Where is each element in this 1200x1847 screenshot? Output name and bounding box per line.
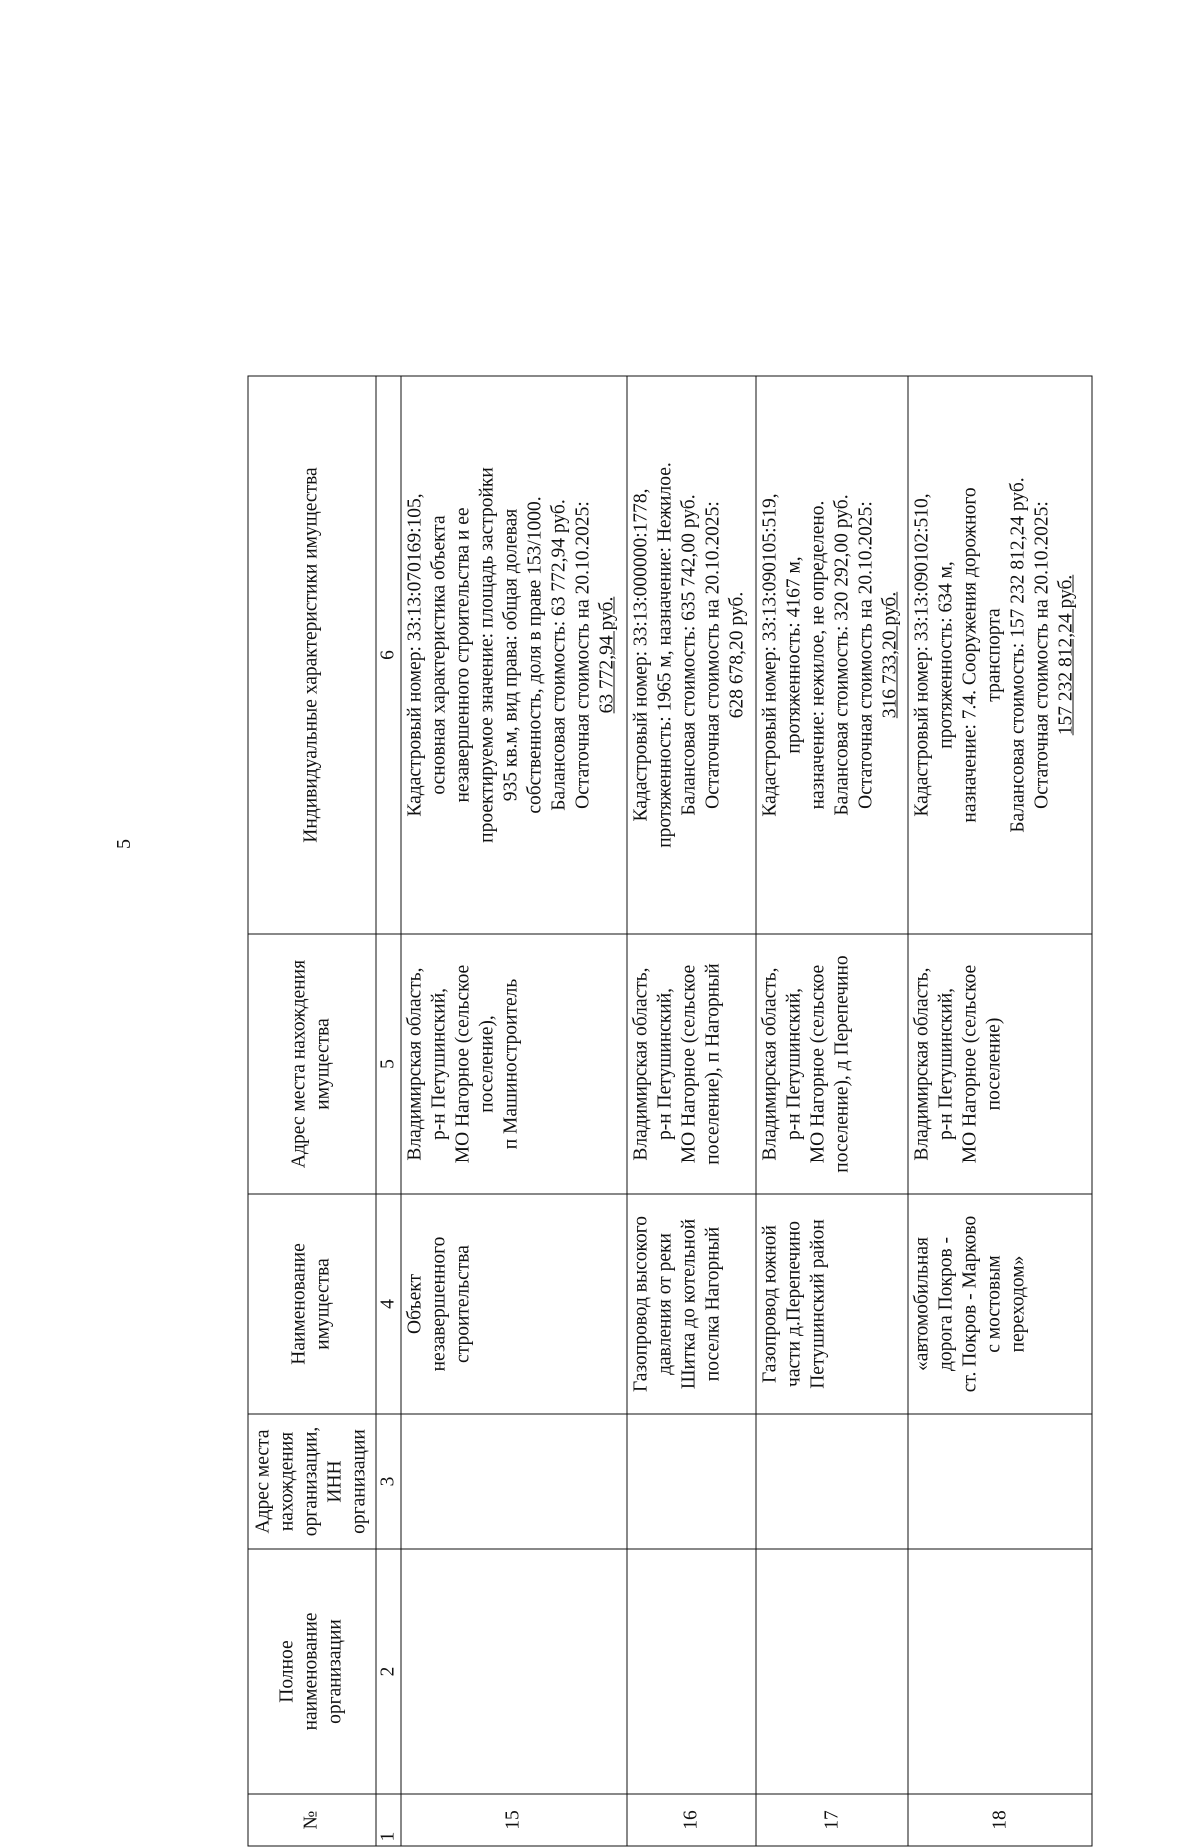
- text-line: незавершенного строительства и ее: [452, 507, 474, 803]
- text-line: поселение),: [476, 1015, 498, 1113]
- text-line: Остаточная стоимость на 20.10.2025:: [855, 501, 877, 809]
- text-line: поселка Нагорный: [702, 1226, 724, 1382]
- property-address-cell: [627, 934, 757, 1194]
- table-row: [627, 376, 757, 1846]
- row-number: 18: [908, 1794, 1092, 1846]
- row-number: 16: [627, 1794, 757, 1846]
- row-number: 15: [401, 1794, 627, 1846]
- column-index-5: 5: [376, 934, 402, 1194]
- text-line: р-н Петушинский,: [783, 987, 805, 1141]
- org-address-cell: [908, 1414, 1092, 1549]
- text-line: поселение), п Нагорный: [702, 963, 724, 1165]
- header-org-name: [248, 1549, 376, 1794]
- text-line: р-н Петушинский,: [428, 987, 450, 1141]
- text-line: поселение): [983, 1017, 1005, 1111]
- text-line: транспорта: [983, 608, 1005, 702]
- text-line: строительства: [452, 1245, 474, 1363]
- text-line: имущества: [312, 1258, 334, 1350]
- column-index-6: 6: [376, 376, 402, 934]
- property-name-cell: [401, 1194, 627, 1414]
- text-line: Остаточная стоимость на 20.10.2025:: [702, 501, 724, 809]
- text-line: давления от реки: [654, 1233, 676, 1375]
- property-details-cell: [756, 376, 908, 934]
- text-line: МО Нагорное (сельское: [678, 964, 700, 1164]
- text-line: «автомобильная: [911, 1237, 933, 1371]
- column-index-1: 1: [376, 1794, 402, 1846]
- text-line: имущества: [312, 1018, 334, 1110]
- property-details-cell: [627, 376, 757, 934]
- text-line: Остаточная стоимость на 20.10.2025:: [572, 501, 594, 809]
- property-details-cell: [908, 376, 1092, 934]
- text-line: МО Нагорное (сельское: [452, 964, 474, 1164]
- text-line: 935 кв.м, вид права: общая долевая: [500, 508, 522, 802]
- text-line: п Машиностроитель: [500, 978, 522, 1150]
- text-line: незавершенного: [428, 1236, 450, 1372]
- text-line: организации,: [300, 1426, 322, 1537]
- text-line: Полное: [276, 1640, 298, 1703]
- text-line: Кадастровый номер: 33:13:090105:519,: [759, 493, 781, 817]
- text-line: 157 232 812,24 руб.: [1055, 574, 1077, 736]
- property-address-cell: [908, 934, 1092, 1194]
- text-line: наименование: [300, 1612, 322, 1731]
- page-number: 5: [112, 839, 135, 849]
- text-line: протяженность: 4167 м,: [783, 556, 805, 754]
- text-line: Остаточная стоимость на 20.10.2025:: [1031, 501, 1053, 809]
- text-line: Кадастровый номер: 33:13:090102:510,: [911, 493, 933, 817]
- text-line: Газопровод южной: [759, 1225, 781, 1383]
- text-line: 628 678,20 руб.: [726, 591, 748, 719]
- text-line: р-н Петушинский,: [654, 987, 676, 1141]
- text-line: 316 733,20 руб.: [879, 591, 901, 719]
- text-line: Кадастровый номер: 33:13:000000:1778,: [630, 488, 652, 822]
- org-name-cell: [908, 1549, 1092, 1794]
- text-line: Владимирская область,: [404, 967, 426, 1161]
- text-line: проектируемое значение: площадь застройки: [476, 467, 498, 843]
- text-line: Наименование: [288, 1243, 310, 1365]
- table-row: [756, 376, 908, 1846]
- org-address-cell: [627, 1414, 757, 1549]
- text-line: организации: [348, 1429, 370, 1534]
- text-line: назначение: 7.4. Сооружения дорожного: [959, 487, 981, 823]
- table-row: [401, 376, 627, 1846]
- header-number: №: [248, 1794, 376, 1846]
- text-line: р-н Петушинский,: [935, 987, 957, 1141]
- column-index-row: [376, 376, 402, 1846]
- text-line: с мостовым: [983, 1255, 1005, 1353]
- text-line: Газопровод высокого: [630, 1216, 652, 1392]
- text-line: дорога Покров -: [935, 1236, 957, 1372]
- text-line: основная характеристика объекта: [428, 515, 450, 795]
- text-line: протяженность: 1965 м, назначение: Нежилое.: [654, 462, 676, 848]
- text-line: Кадастровый номер: 33:13:070169:105,: [404, 493, 426, 817]
- text-line: нахождения: [276, 1431, 298, 1532]
- header-property-address: [248, 934, 376, 1194]
- text-line: Шитка до котельной: [678, 1218, 700, 1390]
- org-name-cell: [627, 1549, 757, 1794]
- table-row: [908, 376, 1092, 1846]
- org-name-cell: [756, 1549, 908, 1794]
- text-line: Объект: [404, 1274, 426, 1334]
- text-line: Балансовая стоимость: 320 292,00 руб.: [831, 494, 853, 816]
- text-line: собственность, доля в праве 153/1000.: [524, 496, 546, 814]
- text-line: Балансовая стоимость: 635 742,00 руб.: [678, 494, 700, 816]
- text-line: Владимирская область,: [630, 967, 652, 1161]
- header-row: [248, 376, 376, 1846]
- column-index-4: 4: [376, 1194, 402, 1414]
- text-line: назначение: нежилое, не определено.: [807, 500, 829, 810]
- header-property-name: [248, 1194, 376, 1414]
- text-line: организации: [324, 1619, 346, 1724]
- text-line: протяженность: 634 м,: [935, 561, 957, 749]
- text-line: МО Нагорное (сельское: [807, 964, 829, 1164]
- text-line: поселение), д Перепечино: [831, 955, 853, 1173]
- text-line: Владимирская область,: [911, 967, 933, 1161]
- text-line: Адрес места нахождения: [288, 959, 310, 1169]
- property-address-cell: [401, 934, 627, 1194]
- text-line: МО Нагорное (сельское: [959, 964, 981, 1164]
- column-index-2: 2: [376, 1549, 402, 1794]
- property-name-cell: [627, 1194, 757, 1414]
- property-table-container: [248, 377, 1093, 1847]
- text-line: ИНН: [324, 1460, 346, 1503]
- text-line: Адрес места: [252, 1429, 274, 1534]
- property-name-cell: [908, 1194, 1092, 1414]
- org-address-cell: [756, 1414, 908, 1549]
- text-line: переходом»: [1007, 1255, 1029, 1353]
- text-line: 63 772,94 руб.: [596, 596, 618, 714]
- org-address-cell: [401, 1414, 627, 1549]
- header-property-details: Индивидуальные характеристики имущества: [248, 376, 376, 934]
- text-line: ст. Покров - Марково: [959, 1215, 981, 1393]
- text-line: Балансовая стоимость: 63 772,94 руб.: [548, 499, 570, 811]
- text-line: Владимирская область,: [759, 967, 781, 1161]
- row-number: 17: [756, 1794, 908, 1846]
- org-name-cell: [401, 1549, 627, 1794]
- property-name-cell: [756, 1194, 908, 1414]
- text-line: части д.Перепечино: [783, 1221, 805, 1387]
- header-org-address: [248, 1414, 376, 1549]
- property-table: [248, 376, 1093, 1847]
- property-address-cell: [756, 934, 908, 1194]
- column-index-3: 3: [376, 1414, 402, 1549]
- text-line: Петушинский район: [807, 1219, 829, 1389]
- property-details-cell: [401, 376, 627, 934]
- text-line: Балансовая стоимость: 157 232 812,24 руб.: [1007, 477, 1029, 833]
